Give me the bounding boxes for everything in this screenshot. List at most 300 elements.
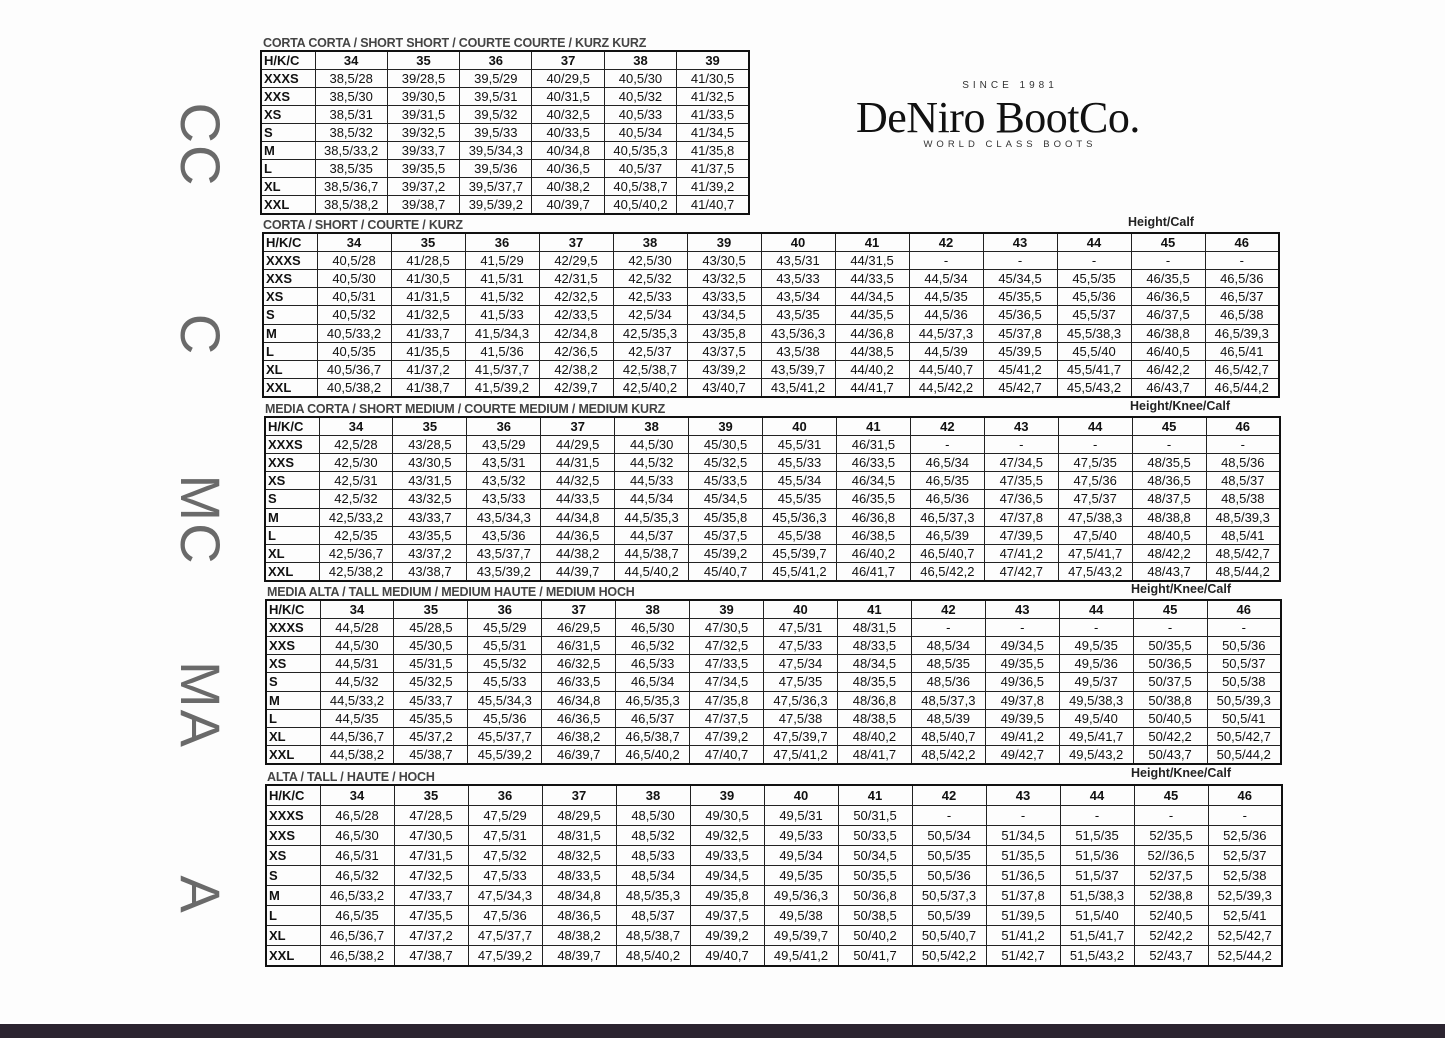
header-size-cell: 43 xyxy=(983,233,1057,252)
measurement-cell: 42/38,2 xyxy=(539,360,613,378)
measurement-cell: 46/38,2 xyxy=(542,727,616,745)
measurement-cell: 40,5/30 xyxy=(317,270,391,288)
measurement-cell: - xyxy=(1060,806,1134,826)
header-hkc-cell: H/K/C xyxy=(266,600,320,619)
measurement-cell: 52,5/39,3 xyxy=(1208,885,1282,905)
measurement-cell: 47,5/33 xyxy=(764,637,838,655)
row-size-label: XS xyxy=(266,655,320,673)
measurement-cell: 43,5/36,3 xyxy=(761,324,835,342)
measurement-cell: 42,5/34 xyxy=(613,306,687,324)
measurement-cell: 46/36,5 xyxy=(1131,288,1205,306)
measurement-cell: 43,5/37,7 xyxy=(467,544,541,562)
measurement-cell: 45/37,2 xyxy=(394,727,468,745)
measurement-cell: 52,5/41 xyxy=(1208,905,1282,925)
measurement-cell: 47,5/37,7 xyxy=(468,925,542,945)
header-hkc-cell: H/K/C xyxy=(263,233,317,252)
measurement-cell: 45,5/32 xyxy=(468,655,542,673)
measurement-cell: 46,5/39 xyxy=(910,526,984,544)
measurement-cell: 41,5/29 xyxy=(465,252,539,270)
measurement-cell: 47,5/35 xyxy=(764,673,838,691)
measurement-cell: 41/30,5 xyxy=(391,270,465,288)
measurement-cell: 50/33,5 xyxy=(838,826,912,846)
logo-tagline: WORLD CLASS BOOTS xyxy=(923,139,1097,150)
measurement-cell: - xyxy=(1207,619,1281,637)
measurement-cell: - xyxy=(1133,619,1207,637)
measurement-cell: 43/35,5 xyxy=(393,526,467,544)
measurement-cell: 43,5/35 xyxy=(761,306,835,324)
measurement-cell: 47/37,2 xyxy=(394,925,468,945)
measurement-cell: 49/37,8 xyxy=(985,691,1059,709)
measurement-cell: 40/34,8 xyxy=(532,141,604,159)
measurement-cell: 48/39,7 xyxy=(542,945,616,966)
measurement-cell: 48/35,5 xyxy=(837,673,911,691)
measurement-cell: 49/33,5 xyxy=(690,846,764,866)
measurement-cell: 52,5/44,2 xyxy=(1208,945,1282,966)
measurement-cell: 43,5/29 xyxy=(467,436,541,454)
measurement-cell: 42/32,5 xyxy=(539,288,613,306)
measurement-cell: 42,5/33 xyxy=(613,288,687,306)
measurement-cell: 42,5/28 xyxy=(319,436,393,454)
measurement-cell: 40/38,2 xyxy=(532,177,604,195)
measurement-cell: 47/32,5 xyxy=(394,865,468,885)
header-size-cell: 43 xyxy=(985,600,1059,619)
measurement-cell: 46/31,5 xyxy=(542,637,616,655)
measurement-cell: 44,5/34 xyxy=(909,270,983,288)
measurement-cell: 48,5/42,2 xyxy=(911,745,985,764)
measurement-cell: 41/33,5 xyxy=(677,106,749,124)
measurement-cell: 44,5/34 xyxy=(615,490,689,508)
measurement-cell: 47,5/36,3 xyxy=(764,691,838,709)
measurement-cell: 44,5/32 xyxy=(615,454,689,472)
header-size-cell: 39 xyxy=(687,233,761,252)
table-header-row xyxy=(266,600,1281,619)
row-size-label: L xyxy=(266,709,320,727)
measurement-cell: 42/34,8 xyxy=(539,324,613,342)
measurement-cell: 40/31,5 xyxy=(532,88,604,106)
measurement-cell: 43,5/31 xyxy=(467,454,541,472)
header-size-cell: 36 xyxy=(468,785,542,806)
measurement-cell: 44,5/40,2 xyxy=(615,562,689,581)
table-row xyxy=(266,619,1281,637)
measurement-cell: 43/34,5 xyxy=(687,306,761,324)
measurement-cell: - xyxy=(1134,806,1208,826)
measurement-cell: 47,5/41,7 xyxy=(1058,544,1132,562)
measurement-cell: 47/42,7 xyxy=(984,562,1058,581)
header-size-cell: 41 xyxy=(836,417,910,436)
measurement-cell: 45,5/36,3 xyxy=(763,508,837,526)
measurement-cell: 46,5/34 xyxy=(616,673,690,691)
measurement-cell: 38,5/35 xyxy=(315,159,387,177)
measurement-cell: 41/31,5 xyxy=(391,288,465,306)
measurement-cell: 49,5/40 xyxy=(1059,709,1133,727)
measurement-cell: 44/38,5 xyxy=(835,342,909,360)
measurement-cell: 40,5/38,2 xyxy=(317,378,391,397)
measurement-cell: 47/30,5 xyxy=(394,826,468,846)
measurement-cell: 49,5/36,3 xyxy=(764,885,838,905)
measurement-cell: 49,5/41,2 xyxy=(764,945,838,966)
table-title-short-short: CORTA CORTA / SHORT SHORT / COURTE COURTE / KURZ KURZ xyxy=(263,36,647,50)
table-row xyxy=(266,905,1282,925)
measurement-cell: 50/31,5 xyxy=(838,806,912,826)
measurement-cell: 48,5/36 xyxy=(1206,454,1280,472)
header-size-cell: 38 xyxy=(616,600,690,619)
row-size-label: XXS xyxy=(266,826,320,846)
measurement-cell: 45/41,2 xyxy=(983,360,1057,378)
measurement-cell: 43,5/31 xyxy=(761,252,835,270)
measurement-cell: 42,5/32 xyxy=(319,490,393,508)
measurement-cell: 47,5/32 xyxy=(468,846,542,866)
measurement-cell: 48/35,5 xyxy=(1132,454,1206,472)
measurement-cell: 41,5/33 xyxy=(465,306,539,324)
header-size-cell: 36 xyxy=(468,600,542,619)
header-size-cell: 38 xyxy=(604,51,676,70)
measurement-cell: 44/35,5 xyxy=(835,306,909,324)
measurement-cell: 48/34,8 xyxy=(542,885,616,905)
measurement-cell: 50/40,2 xyxy=(838,925,912,945)
table-header-row xyxy=(265,417,1280,436)
measurement-cell: 47,5/40 xyxy=(1058,526,1132,544)
measurement-cell: 45/42,7 xyxy=(983,378,1057,397)
row-size-label: XS xyxy=(263,288,317,306)
header-size-cell: 39 xyxy=(677,51,749,70)
table-note-short-medium: Height/Knee/Calf xyxy=(1130,399,1231,413)
measurement-cell: 47,5/34 xyxy=(764,655,838,673)
header-size-cell: 45 xyxy=(1133,600,1207,619)
measurement-cell: 43,5/39,7 xyxy=(761,360,835,378)
size-table-tall-medium xyxy=(265,599,1282,765)
measurement-cell: 46/38,8 xyxy=(1131,324,1205,342)
header-size-cell: 35 xyxy=(394,785,468,806)
measurement-cell: 52/37,5 xyxy=(1134,865,1208,885)
measurement-cell: 40,5/35 xyxy=(317,342,391,360)
measurement-cell: 50/38,5 xyxy=(838,905,912,925)
table-row xyxy=(266,885,1282,905)
table-row xyxy=(266,673,1281,691)
measurement-cell: 45,5/36 xyxy=(468,709,542,727)
measurement-cell: 41,5/36 xyxy=(465,342,539,360)
measurement-cell: 51,5/36 xyxy=(1060,846,1134,866)
measurement-cell: - xyxy=(911,619,985,637)
measurement-cell: 52/35,5 xyxy=(1134,826,1208,846)
measurement-cell: 48/41,7 xyxy=(837,745,911,764)
row-size-label: XXXS xyxy=(265,436,319,454)
header-size-cell: 41 xyxy=(837,600,911,619)
measurement-cell: 45,5/35 xyxy=(1057,270,1131,288)
row-size-label: M xyxy=(261,141,315,159)
measurement-cell: 50/38,8 xyxy=(1133,691,1207,709)
measurement-cell: - xyxy=(986,806,1060,826)
measurement-cell: 44/40,2 xyxy=(835,360,909,378)
measurement-cell: 44/36,8 xyxy=(835,324,909,342)
measurement-cell: 48,5/37 xyxy=(1206,472,1280,490)
measurement-cell: 45/33,5 xyxy=(689,472,763,490)
measurement-cell: 47/37,5 xyxy=(690,709,764,727)
measurement-cell: 46/35,5 xyxy=(836,490,910,508)
row-size-label: XXXS xyxy=(266,806,320,826)
header-size-cell: 44 xyxy=(1060,785,1134,806)
measurement-cell: 43/30,5 xyxy=(687,252,761,270)
measurement-cell: 42/31,5 xyxy=(539,270,613,288)
row-size-label: S xyxy=(266,865,320,885)
header-size-cell: 44 xyxy=(1058,417,1132,436)
measurement-cell: 45/35,5 xyxy=(394,709,468,727)
measurement-cell: 41,5/31 xyxy=(465,270,539,288)
measurement-cell: 41/37,5 xyxy=(677,159,749,177)
measurement-cell: 50/34,5 xyxy=(838,846,912,866)
measurement-cell: 39/32,5 xyxy=(387,123,459,141)
measurement-cell: 47/35,8 xyxy=(690,691,764,709)
measurement-cell: 47,5/38,3 xyxy=(1058,508,1132,526)
measurement-cell: 43/32,5 xyxy=(393,490,467,508)
measurement-cell: 51,5/41,7 xyxy=(1060,925,1134,945)
measurement-cell: 52//36,5 xyxy=(1134,846,1208,866)
measurement-cell: 46,5/32 xyxy=(320,865,394,885)
measurement-cell: 47/35,5 xyxy=(394,905,468,925)
table-title-short-medium: MEDIA CORTA / SHORT MEDIUM / COURTE MEDIUM / MEDIUM KURZ xyxy=(265,402,666,416)
measurement-cell: 38,5/38,2 xyxy=(315,195,387,214)
row-size-label: XL xyxy=(265,544,319,562)
measurement-cell: 42,5/33,2 xyxy=(319,508,393,526)
measurement-cell: 49/34,5 xyxy=(690,865,764,885)
measurement-cell: 46,5/40,2 xyxy=(616,745,690,764)
measurement-cell: 45/32,5 xyxy=(394,673,468,691)
measurement-cell: 47/40,7 xyxy=(690,745,764,764)
measurement-cell: 48/42,2 xyxy=(1132,544,1206,562)
measurement-cell: 38,5/33,2 xyxy=(315,141,387,159)
row-size-label: L xyxy=(261,159,315,177)
measurement-cell: 43,5/38 xyxy=(761,342,835,360)
table-row xyxy=(265,454,1280,472)
row-size-label: M xyxy=(266,691,320,709)
table-header-row xyxy=(263,233,1279,252)
measurement-cell: - xyxy=(983,252,1057,270)
measurement-cell: 49,5/35 xyxy=(1059,637,1133,655)
measurement-cell: 42/29,5 xyxy=(539,252,613,270)
measurement-cell: 49/36,5 xyxy=(985,673,1059,691)
measurement-cell: 48,5/40,7 xyxy=(911,727,985,745)
measurement-cell: 46,5/37 xyxy=(616,709,690,727)
measurement-cell: 40,5/30 xyxy=(604,70,676,88)
measurement-cell: 48,5/37 xyxy=(616,905,690,925)
header-size-cell: 39 xyxy=(690,600,764,619)
measurement-cell: 47,5/31 xyxy=(764,619,838,637)
measurement-cell: 46,5/28 xyxy=(320,806,394,826)
measurement-cell: 44/33,5 xyxy=(541,490,615,508)
row-size-label: XL xyxy=(261,177,315,195)
row-size-label: M xyxy=(263,324,317,342)
measurement-cell: 47,5/34,3 xyxy=(468,885,542,905)
measurement-cell: 45/30,5 xyxy=(394,637,468,655)
table-row xyxy=(263,270,1279,288)
measurement-cell: 44,5/39 xyxy=(909,342,983,360)
measurement-cell: 51,5/38,3 xyxy=(1060,885,1134,905)
row-size-label: XXL xyxy=(265,562,319,581)
measurement-cell: 43,5/39,2 xyxy=(467,562,541,581)
table-row xyxy=(266,865,1282,885)
header-size-cell: 40 xyxy=(764,785,838,806)
measurement-cell: 44/41,7 xyxy=(835,378,909,397)
measurement-cell: 40,5/36,7 xyxy=(317,360,391,378)
measurement-cell: 52/40,5 xyxy=(1134,905,1208,925)
header-size-cell: 45 xyxy=(1132,417,1206,436)
measurement-cell: 47/30,5 xyxy=(690,619,764,637)
measurement-cell: - xyxy=(1208,806,1282,826)
measurement-cell: 45/34,5 xyxy=(983,270,1057,288)
table-row xyxy=(261,106,749,124)
measurement-cell: 43/37,2 xyxy=(393,544,467,562)
header-size-cell: 34 xyxy=(315,51,387,70)
measurement-cell: 48,5/37,3 xyxy=(911,691,985,709)
measurement-cell: 38,5/32 xyxy=(315,123,387,141)
measurement-cell: 49/41,2 xyxy=(985,727,1059,745)
measurement-cell: 47,5/36 xyxy=(1058,472,1132,490)
measurement-cell: 49/30,5 xyxy=(690,806,764,826)
row-size-label: L xyxy=(266,905,320,925)
measurement-cell: 49/32,5 xyxy=(690,826,764,846)
header-size-cell: 38 xyxy=(615,417,689,436)
measurement-cell: 48,5/39,3 xyxy=(1206,508,1280,526)
table-note-tall: Height/Knee/Calf xyxy=(1131,766,1232,780)
header-size-cell: 42 xyxy=(912,785,986,806)
measurement-cell: 48,5/44,2 xyxy=(1206,562,1280,581)
header-size-cell: 40 xyxy=(764,600,838,619)
measurement-cell: 44,5/31 xyxy=(320,655,394,673)
measurement-cell: 47,5/39,2 xyxy=(468,945,542,966)
measurement-cell: - xyxy=(1132,436,1206,454)
measurement-cell: 46,5/33 xyxy=(616,655,690,673)
measurement-cell: 51/41,2 xyxy=(986,925,1060,945)
measurement-cell: 44/38,2 xyxy=(541,544,615,562)
measurement-cell: 41,5/34,3 xyxy=(465,324,539,342)
measurement-cell: 46,5/35,3 xyxy=(616,691,690,709)
table-header-row xyxy=(261,51,749,70)
measurement-cell: 49/35,5 xyxy=(985,655,1059,673)
measurement-cell: 48,5/36 xyxy=(911,673,985,691)
measurement-cell: 40/32,5 xyxy=(532,106,604,124)
measurement-cell: 46,5/39,3 xyxy=(1205,324,1279,342)
measurement-cell: 45/40,7 xyxy=(689,562,763,581)
measurement-cell: 44/33,5 xyxy=(835,270,909,288)
measurement-cell: 43,5/34,3 xyxy=(467,508,541,526)
measurement-cell: 46,5/37 xyxy=(1205,288,1279,306)
side-label-cc: CC xyxy=(169,102,232,188)
measurement-cell: 44/32,5 xyxy=(541,472,615,490)
measurement-cell: 47/28,5 xyxy=(394,806,468,826)
measurement-cell: 45,5/31 xyxy=(468,637,542,655)
measurement-cell: 52,5/36 xyxy=(1208,826,1282,846)
measurement-cell: 42,5/35 xyxy=(319,526,393,544)
measurement-cell: 46/43,7 xyxy=(1131,378,1205,397)
row-size-label: XS xyxy=(266,846,320,866)
table-row xyxy=(266,691,1281,709)
measurement-cell: 39/30,5 xyxy=(387,88,459,106)
measurement-cell: 47,5/41,2 xyxy=(764,745,838,764)
measurement-cell: 41/30,5 xyxy=(677,70,749,88)
brand-logo xyxy=(840,76,1220,156)
measurement-cell: 43/28,5 xyxy=(393,436,467,454)
measurement-cell: 46,5/40,7 xyxy=(910,544,984,562)
table-row xyxy=(265,562,1280,581)
measurement-cell: 44,5/30 xyxy=(615,436,689,454)
measurement-cell: 40,5/34 xyxy=(604,123,676,141)
table-row xyxy=(266,826,1282,846)
measurement-cell: 40,5/28 xyxy=(317,252,391,270)
measurement-cell: 39,5/39,2 xyxy=(460,195,532,214)
measurement-cell: 50,5/36 xyxy=(912,865,986,885)
row-size-label: XS xyxy=(261,106,315,124)
measurement-cell: 43/40,7 xyxy=(687,378,761,397)
measurement-cell: 51,5/37 xyxy=(1060,865,1134,885)
measurement-cell: 39,5/31 xyxy=(460,88,532,106)
measurement-cell: 44,5/33,2 xyxy=(320,691,394,709)
measurement-cell: 42,5/30 xyxy=(613,252,687,270)
measurement-cell: 44/31,5 xyxy=(541,454,615,472)
measurement-cell: 38,5/31 xyxy=(315,106,387,124)
size-table-short-medium xyxy=(264,416,1281,582)
measurement-cell: 47,5/37 xyxy=(1058,490,1132,508)
measurement-cell: 44/39,7 xyxy=(541,562,615,581)
measurement-cell: 44,5/36,7 xyxy=(320,727,394,745)
measurement-cell: 40/29,5 xyxy=(532,70,604,88)
measurement-cell: 46,5/42,7 xyxy=(1205,360,1279,378)
header-size-cell: 39 xyxy=(689,417,763,436)
measurement-cell: 45/38,7 xyxy=(394,745,468,764)
header-size-cell: 38 xyxy=(616,785,690,806)
measurement-cell: 48/29,5 xyxy=(542,806,616,826)
measurement-cell: 49,5/41,7 xyxy=(1059,727,1133,745)
header-size-cell: 45 xyxy=(1131,233,1205,252)
measurement-cell: 45,5/34 xyxy=(763,472,837,490)
measurement-cell: 44,5/35 xyxy=(320,709,394,727)
size-table-tall xyxy=(265,784,1283,967)
table-row xyxy=(263,360,1279,378)
header-size-cell: 40 xyxy=(763,417,837,436)
measurement-cell: 46,5/33,2 xyxy=(320,885,394,905)
measurement-cell: 46,5/30 xyxy=(616,619,690,637)
measurement-cell: 46,5/37,3 xyxy=(910,508,984,526)
measurement-cell: 43,5/32 xyxy=(467,472,541,490)
measurement-cell: 50/43,7 xyxy=(1133,745,1207,764)
row-size-label: S xyxy=(265,490,319,508)
measurement-cell: 45,5/34,3 xyxy=(468,691,542,709)
measurement-cell: 49,5/34 xyxy=(764,846,838,866)
row-size-label: XXL xyxy=(261,195,315,214)
measurement-cell: 44/34,8 xyxy=(541,508,615,526)
measurement-cell: 50,5/41 xyxy=(1207,709,1281,727)
table-row xyxy=(265,544,1280,562)
measurement-cell: 51,5/43,2 xyxy=(1060,945,1134,966)
row-size-label: S xyxy=(263,306,317,324)
measurement-cell: 44,5/40,7 xyxy=(909,360,983,378)
measurement-cell: - xyxy=(1057,252,1131,270)
measurement-cell: 45,5/31 xyxy=(763,436,837,454)
measurement-cell: 44,5/37 xyxy=(615,526,689,544)
table-row xyxy=(261,177,749,195)
measurement-cell: 44,5/35 xyxy=(909,288,983,306)
row-size-label: XXXS xyxy=(266,619,320,637)
measurement-cell: 40,5/35,3 xyxy=(604,141,676,159)
measurement-cell: 41/28,5 xyxy=(391,252,465,270)
measurement-cell: 45,5/38,3 xyxy=(1057,324,1131,342)
side-label-ma: MA xyxy=(169,661,232,749)
header-size-cell: 34 xyxy=(320,785,394,806)
measurement-cell: 47/34,5 xyxy=(690,673,764,691)
measurement-cell: 48,5/38,7 xyxy=(616,925,690,945)
header-size-cell: 43 xyxy=(984,417,1058,436)
header-size-cell: 34 xyxy=(320,600,394,619)
measurement-cell: 47/32,5 xyxy=(690,637,764,655)
measurement-cell: 48/40,5 xyxy=(1132,526,1206,544)
